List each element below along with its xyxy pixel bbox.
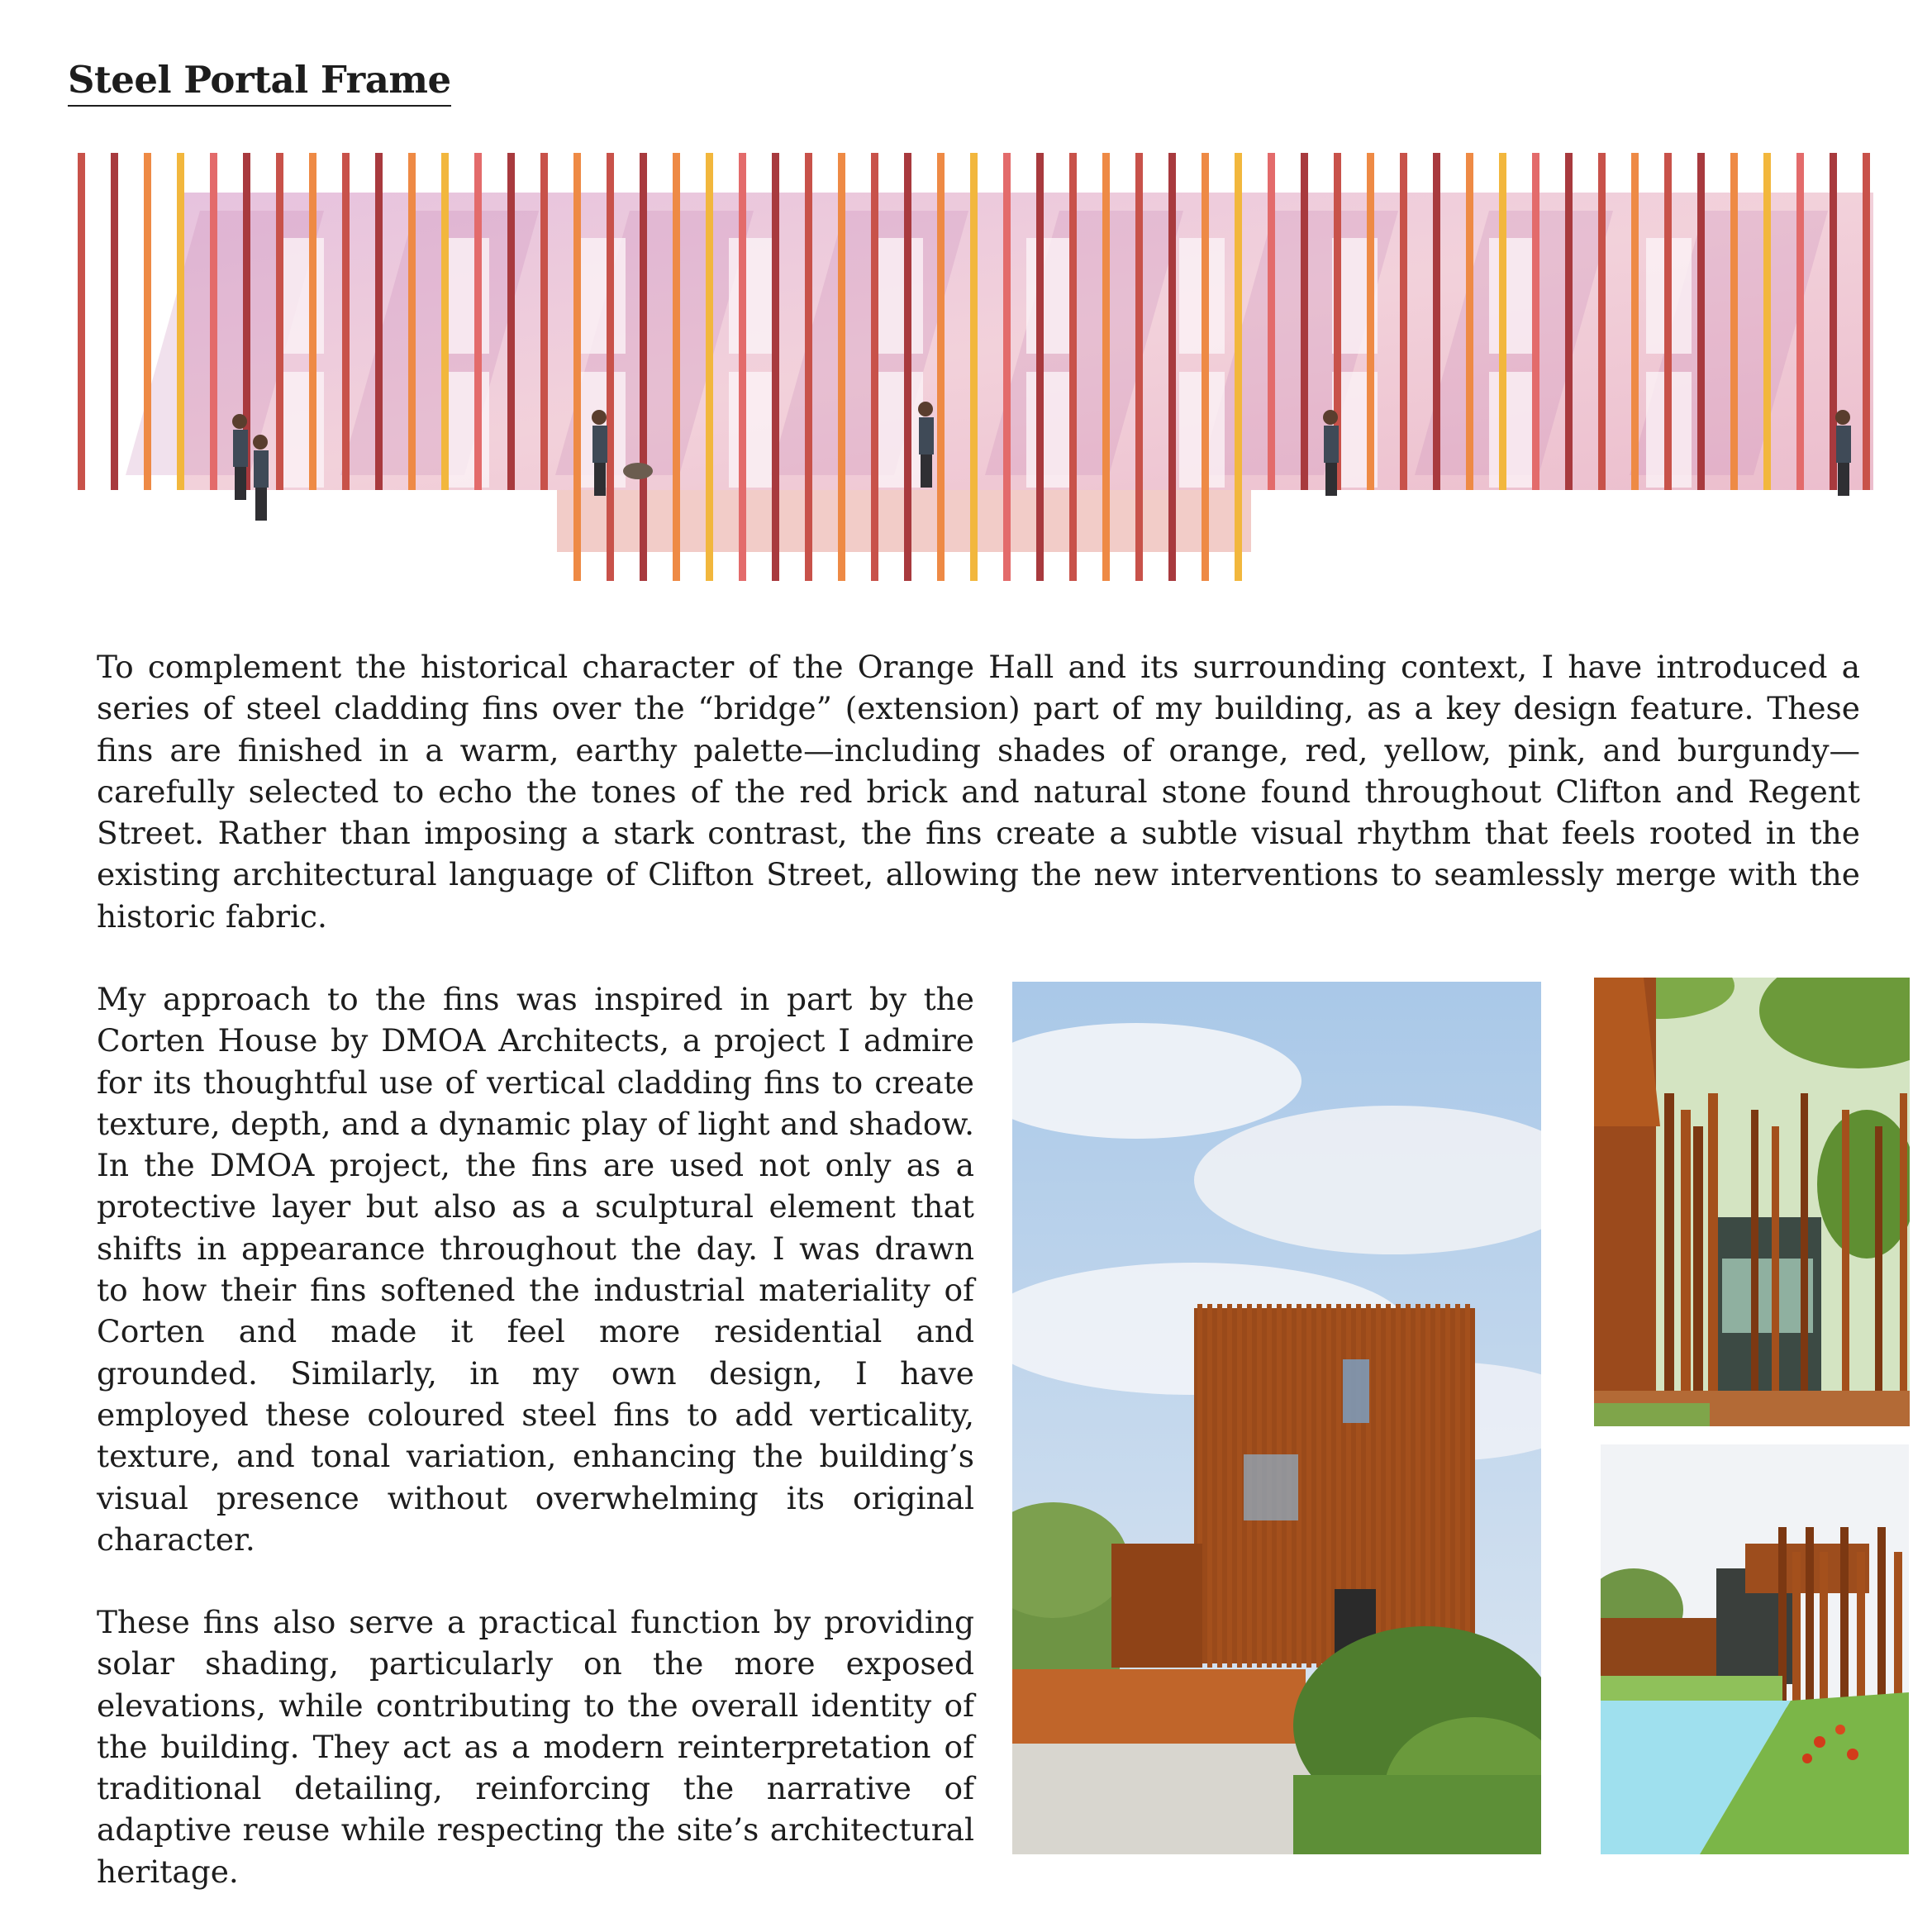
cladding-fin — [111, 153, 118, 490]
intro-paragraph: To complement the historical character of the Orange Hall and its surrounding context, I have introduced a series of steel cladding fins over the “bridge” (extension) part of my building, as a key design feature. These fins are finished in a warm, earthy palette—including shades of orange, red, yellow, pink, and burgundy—carefully selected to echo the tones of the red brick and natural stone found throughout Clifton and Regent Street. Rather than imposing a stark contrast, the fins create a subtle visual rhythm that feels rooted in the existing architectural language of Clifton Street, allowing the new interventions to seamlessly merge with the historic fabric. — [97, 649, 1860, 935]
corten-fin — [1455, 1304, 1460, 1668]
cladding-fin — [276, 153, 283, 490]
person — [919, 417, 934, 454]
cladding-fin — [1499, 153, 1506, 490]
corten-fin — [1681, 1110, 1691, 1426]
window — [580, 238, 626, 354]
corten-fin — [1227, 1304, 1232, 1668]
cladding-fin — [1830, 153, 1837, 490]
cladding-fin — [1697, 153, 1705, 490]
cladding-fin — [1532, 153, 1539, 490]
corten-fin — [1751, 1110, 1758, 1426]
cladding-fin — [1598, 153, 1606, 490]
cladding-fin — [838, 153, 845, 581]
person — [253, 435, 268, 450]
person — [233, 430, 248, 467]
person — [254, 450, 269, 488]
person — [255, 488, 267, 521]
person — [1324, 426, 1339, 463]
cladding-fin — [1268, 153, 1275, 490]
person — [921, 454, 932, 488]
cladding-fin — [970, 153, 978, 581]
window — [1489, 372, 1535, 488]
cladding-fin — [904, 153, 911, 581]
cladding-fin — [1301, 153, 1308, 490]
corten-fin — [1900, 1093, 1907, 1424]
corten-fin — [1801, 1093, 1808, 1424]
cladding-fin — [1102, 153, 1110, 581]
cladding-fin — [1433, 153, 1440, 490]
cladding-fin — [1202, 153, 1209, 581]
cladding-fin — [78, 153, 85, 490]
cladding-fin — [507, 153, 515, 490]
window — [1026, 372, 1072, 488]
corten-fin — [1842, 1110, 1849, 1426]
cladding-fin — [144, 153, 151, 490]
corten-fin — [1376, 1304, 1381, 1668]
person — [1325, 463, 1337, 496]
person — [235, 467, 246, 500]
cladding-fin — [375, 153, 383, 490]
cladding-fin — [309, 153, 316, 490]
corten-fin — [1386, 1304, 1391, 1668]
function-paragraph: These fins also serve a practical function by providing solar shading, particularly on the more exposed elevations, while contributing to the overall identity of the building. They act as a modern reinterpretation of traditional detailing, reinforcing the narrative of adaptive reuse while respecting the site’s architectural heritage. — [97, 1604, 974, 1890]
corten-fin — [1316, 1304, 1321, 1668]
corten-fin — [1237, 1304, 1242, 1668]
corten-fins-detail-photo — [1594, 978, 1910, 1426]
corten-fin — [1306, 1304, 1311, 1668]
corten-fin — [1875, 1126, 1882, 1426]
window — [1489, 238, 1535, 354]
person — [592, 410, 607, 425]
window — [878, 372, 923, 488]
cladding-fin — [871, 153, 878, 581]
dog — [623, 463, 653, 479]
person — [1323, 410, 1338, 425]
person — [232, 414, 247, 429]
window — [278, 372, 324, 488]
cladding-fin — [1664, 153, 1672, 490]
person — [1836, 426, 1851, 463]
cladding-fin — [805, 153, 812, 581]
cladding-fin — [177, 153, 184, 490]
window — [444, 372, 489, 488]
cladding-fin — [1730, 153, 1738, 490]
corten-fin — [1664, 1093, 1674, 1424]
corten-fin — [1435, 1304, 1440, 1668]
cladding-fin — [772, 153, 779, 581]
person — [1835, 410, 1850, 425]
person — [594, 463, 606, 496]
corten-house-photo — [1012, 982, 1541, 1854]
cladding-fin — [1069, 153, 1077, 581]
window — [729, 372, 774, 488]
cladding-fin — [1631, 153, 1639, 490]
cladding-fin — [573, 153, 581, 581]
corten-fin — [1693, 1126, 1703, 1426]
corten-fin — [1416, 1304, 1420, 1668]
window — [729, 238, 774, 354]
corten-fin — [1465, 1304, 1470, 1668]
cladding-fin — [640, 153, 647, 581]
window — [878, 238, 923, 354]
person — [918, 402, 933, 416]
facade-elevation-drawing — [68, 145, 1886, 591]
corten-fin — [1396, 1304, 1401, 1668]
cladding-fin — [540, 153, 548, 490]
cladding-fin — [607, 153, 614, 581]
corten-fin — [1708, 1093, 1718, 1424]
window — [278, 238, 324, 354]
cladding-fin — [739, 153, 746, 581]
corten-fin — [1445, 1304, 1450, 1668]
cladding-fin — [937, 153, 945, 581]
cladding-fin — [1168, 153, 1176, 581]
corten-fin — [1207, 1304, 1212, 1668]
corten-fin — [1425, 1304, 1430, 1668]
cladding-fin — [474, 153, 482, 490]
cladding-fin — [1135, 153, 1143, 581]
cladding-fin — [1400, 153, 1407, 490]
cladding-fin — [210, 153, 217, 490]
cladding-fin — [1036, 153, 1044, 581]
cladding-fin — [1466, 153, 1473, 490]
cladding-fin — [342, 153, 350, 490]
cladding-fin — [1863, 153, 1870, 490]
cladding-fin — [1003, 153, 1011, 581]
window — [444, 238, 489, 354]
cladding-fin — [1763, 153, 1771, 490]
cladding-fin — [1565, 153, 1573, 490]
corten-house-pool-photo — [1601, 1444, 1909, 1854]
corten-fin — [1406, 1304, 1411, 1668]
approach-paragraph: My approach to the fins was inspired in part by the Corten House by DMOA Architects, a project I admire for its thoughtful use of vertical cladding fins to create texture, depth, and a dynamic play of light and shadow. In the DMOA project, the fins are used not only as a protective layer but also as a sculptural element that shifts in appearance throughout the day. I was drawn to how their fins softened the industrial materiality of Corten and made it feel more residential and grounded. Similarly, in my own design, I have employed these coloured steel fins to add verticality, texture, and tonal variation, enhancing the building’s visual presence without overwhelming its original character. — [97, 981, 974, 1558]
cladding-fin — [441, 153, 449, 490]
cladding-fin — [706, 153, 713, 581]
page-title: Steel Portal Frame — [68, 58, 451, 107]
person — [592, 426, 607, 463]
cladding-fin — [673, 153, 680, 581]
person — [1838, 463, 1849, 496]
corten-fin — [1217, 1304, 1222, 1668]
corten-fin — [1326, 1304, 1331, 1668]
cladding-fin — [1235, 153, 1242, 581]
cladding-fin — [1796, 153, 1804, 490]
cladding-fin — [1367, 153, 1374, 490]
corten-fin — [1772, 1126, 1779, 1426]
window — [1026, 238, 1072, 354]
cladding-fin — [408, 153, 416, 490]
